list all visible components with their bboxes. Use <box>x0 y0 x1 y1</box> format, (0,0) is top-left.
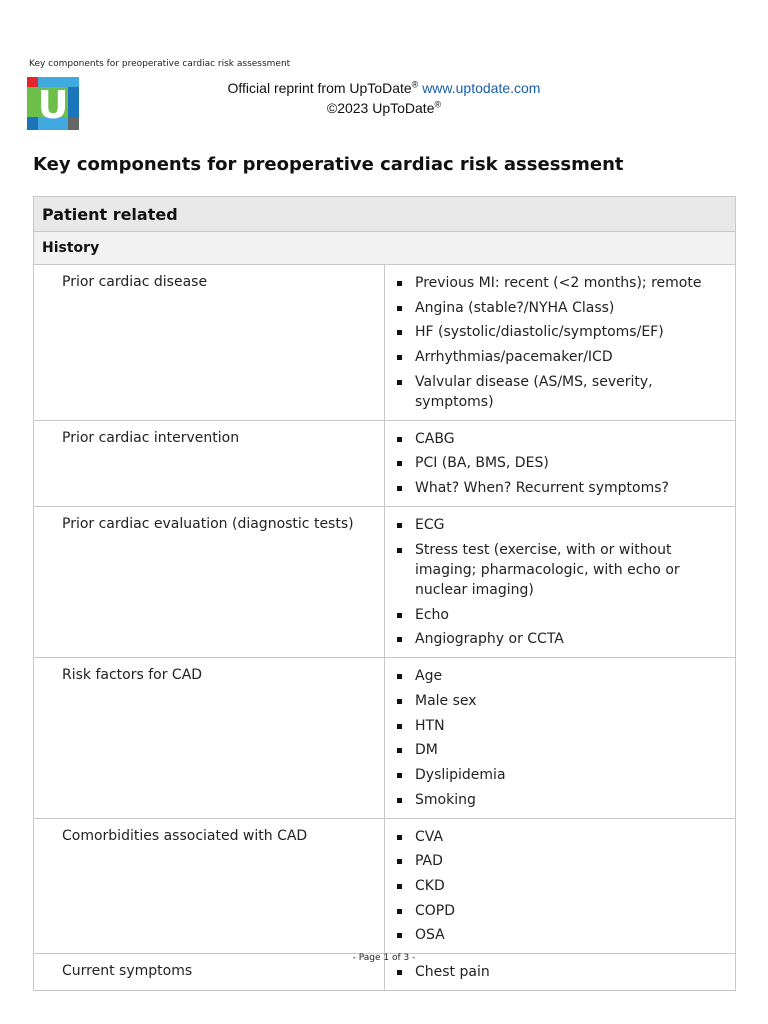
row-label: Current symptoms <box>34 954 385 991</box>
list-item: What? When? Recurrent symptoms? <box>393 478 725 498</box>
bullet-list <box>393 515 725 649</box>
list-item: COPD <box>393 901 725 921</box>
list-item: Echo <box>393 605 725 625</box>
page-header-title: Key components for preoperative cardiac risk assessment <box>29 59 291 69</box>
subsection-header: History <box>34 232 736 265</box>
table-row <box>34 507 736 658</box>
list-item: Male sex <box>393 691 725 711</box>
row-items-cell <box>385 265 736 421</box>
list-item: Arrhythmias/pacemaker/ICD <box>393 347 725 367</box>
list-item: Smoking <box>393 790 725 810</box>
reprint-text: Official reprint from UpToDate <box>227 80 412 96</box>
list-item: CKD <box>393 876 725 896</box>
subsection-header-row <box>34 232 736 265</box>
list-item: HF (systolic/diastolic/symptoms/EF) <box>393 322 725 342</box>
list-item: OSA <box>393 925 725 945</box>
registered-mark: ® <box>434 99 442 110</box>
row-label: Risk factors for CAD <box>34 658 385 818</box>
list-item: Angina (stable?/NYHA Class) <box>393 298 725 318</box>
copyright-text: ©2023 UpToDate <box>326 100 435 116</box>
list-item: DM <box>393 740 725 760</box>
uptodate-link[interactable]: www.uptodate.com <box>422 80 541 96</box>
table-row <box>34 265 736 421</box>
list-item: Stress test (exercise, with or without imaging; pharmacologic, with echo or nuclear imaging) <box>393 540 725 600</box>
list-item: Dyslipidemia <box>393 765 725 785</box>
bullet-list <box>393 273 725 412</box>
list-item: ECG <box>393 515 725 535</box>
page-title: Key components for preoperative cardiac risk assessment <box>33 154 624 175</box>
section-header-row <box>34 197 736 232</box>
list-item: PCI (BA, BMS, DES) <box>393 453 725 473</box>
bullet-list <box>393 666 725 809</box>
bullet-list <box>393 827 725 946</box>
list-item: Valvular disease (AS/MS, severity, symptoms) <box>393 372 725 412</box>
reprint-notice <box>0 78 768 118</box>
bullet-list <box>393 429 725 498</box>
row-label: Prior cardiac disease <box>34 265 385 421</box>
registered-mark: ® <box>411 79 419 90</box>
list-item: Age <box>393 666 725 686</box>
row-label: Prior cardiac intervention <box>34 420 385 506</box>
list-item: Chest pain <box>393 962 725 982</box>
table-row <box>34 658 736 818</box>
row-items-cell <box>385 420 736 506</box>
row-items-cell <box>385 818 736 954</box>
list-item: CVA <box>393 827 725 847</box>
list-item: Angiography or CCTA <box>393 629 725 649</box>
table-row <box>34 818 736 954</box>
bullet-list <box>393 962 725 982</box>
list-item: PAD <box>393 851 725 871</box>
risk-assessment-table <box>33 196 736 991</box>
list-item: Previous MI: recent (<2 months); remote <box>393 273 725 293</box>
section-header: Patient related <box>34 197 736 232</box>
list-item: HTN <box>393 716 725 736</box>
row-items-cell <box>385 507 736 658</box>
row-label: Comorbidities associated with CAD <box>34 818 385 954</box>
page-footer: - Page 1 of 3 - <box>352 953 416 963</box>
row-items-cell <box>385 658 736 818</box>
logo-letter: U <box>37 83 69 127</box>
table-row <box>34 420 736 506</box>
row-label: Prior cardiac evaluation (diagnostic tests) <box>34 507 385 658</box>
list-item: CABG <box>393 429 725 449</box>
